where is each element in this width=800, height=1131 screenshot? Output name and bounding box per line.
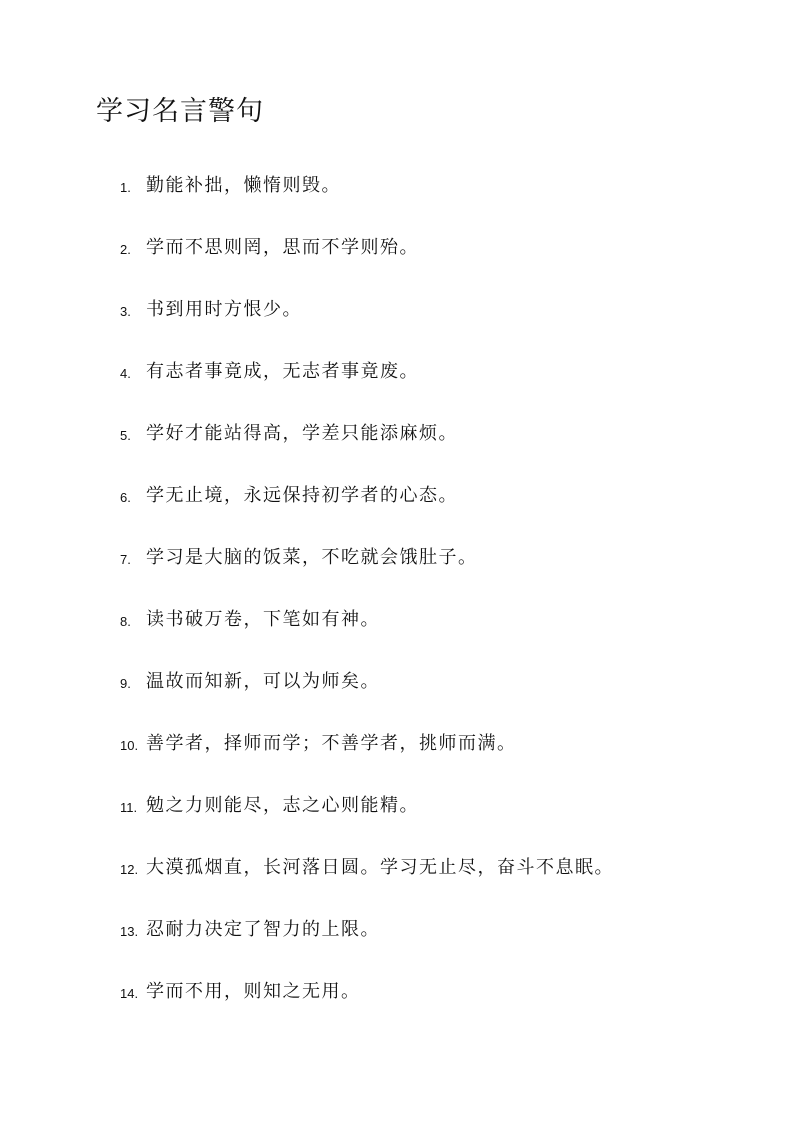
list-item-number: 14.	[120, 986, 139, 1001]
list-item-text: 学而不用，则知之无用。	[146, 981, 361, 1002]
list-item-text: 学而不思则罔，思而不学则殆。	[146, 237, 419, 258]
list-item-number: 8.	[120, 614, 131, 629]
list-item-number: 5.	[120, 428, 131, 443]
list-item-text: 书到用时方恨少。	[146, 299, 302, 320]
list-item-text: 学习是大脑的饭菜，不吃就会饿肚子。	[146, 547, 478, 568]
list-item-number: 13.	[120, 924, 139, 939]
list-item-number: 4.	[120, 366, 131, 381]
list-item-number: 6.	[120, 490, 131, 505]
list-item-text: 忍耐力决定了智力的上限。	[146, 919, 380, 940]
list-item-text: 有志者事竟成，无志者事竟废。	[146, 361, 419, 382]
list-item-number: 3.	[120, 304, 131, 319]
list-item-text: 勤能补拙，懒惰则毁。	[146, 175, 341, 196]
list-item-number: 7.	[120, 552, 131, 567]
list-item-text: 大漠孤烟直，长河落日圆。学习无止尽，奋斗不息眠。	[146, 857, 614, 878]
list-item-number: 10.	[120, 738, 139, 753]
list-item-text: 学好才能站得高，学差只能添麻烦。	[146, 423, 458, 444]
list-item-number: 2.	[120, 242, 131, 257]
list-item-number: 11.	[120, 800, 138, 815]
list-item-text: 读书破万卷，下笔如有神。	[146, 609, 380, 630]
list-item-number: 12.	[120, 862, 139, 877]
list-item-number: 9.	[120, 676, 131, 691]
list-item-text: 勉之力则能尽，志之心则能精。	[146, 795, 419, 816]
page-title: 学习名言警句	[96, 96, 264, 127]
list-item-text: 温故而知新，可以为师矣。	[146, 671, 380, 692]
list-item-text: 学无止境，永远保持初学者的心态。	[146, 485, 458, 506]
list-item-text: 善学者，择师而学；不善学者，挑师而满。	[146, 733, 517, 754]
list-item-number: 1.	[120, 180, 131, 195]
